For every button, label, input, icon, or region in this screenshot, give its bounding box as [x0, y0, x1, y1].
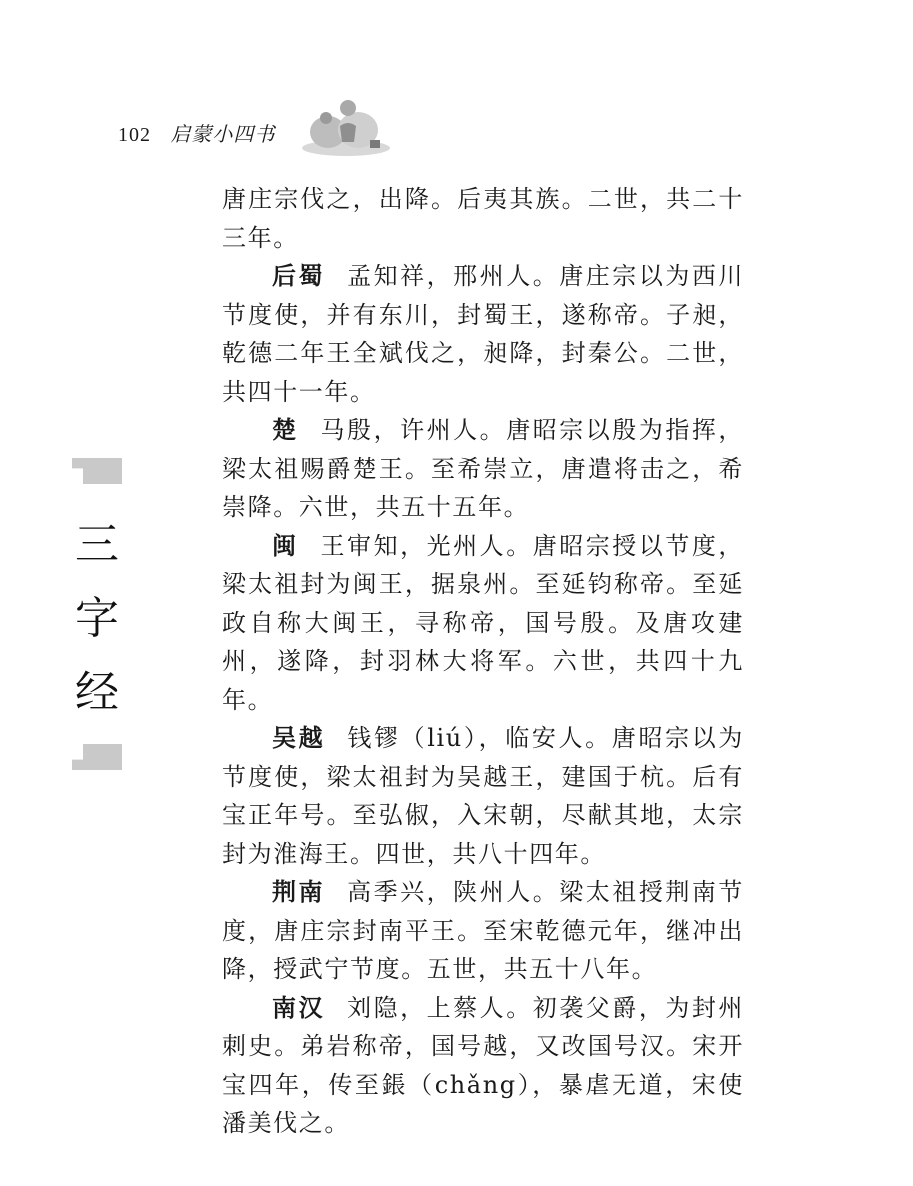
entry-text: 孟知祥，邢州人。唐庄宗以为西川节度使，并有东川，封蜀王，遂称帝。子昶，乾德二年王全斌伐之，昶降，封秦公。二世，共四十一年。: [222, 262, 745, 406]
entry-text: 高季兴，陕州人。梁太祖授荆南节度，唐庄宗封南平王。至宋乾德元年，继冲出降，授武宁节度。五世，共五十八年。: [222, 878, 745, 983]
chapter-title: [72, 508, 122, 730]
entry-term: 吴越: [272, 724, 326, 752]
entry-term: 荆南: [272, 878, 326, 906]
entry-paragraph: [222, 719, 744, 873]
entry-term: 后蜀: [272, 262, 326, 290]
body-text: [222, 180, 744, 1143]
page-number: 102: [118, 124, 151, 146]
chapter-title-char: 经: [75, 667, 119, 718]
entry-term: 南汉: [272, 993, 326, 1022]
entry-paragraph: [222, 873, 744, 989]
entry-text: 王审知，光州人。唐昭宗授以节度，梁太祖封为闽王，据泉州。至延钧称帝。至延政自称大闽王，寻称帝，国号殷。及唐攻建州，遂降，封羽林大将军。六世，共四十九年。: [222, 531, 744, 714]
entry-paragraph: [222, 411, 744, 527]
entry-paragraph: [222, 989, 744, 1143]
entry-text: 马殷，许州人。唐昭宗以殷为指挥，梁太祖赐爵楚王。至希崇立，唐遣将击之，希崇降。六世，共五十五年。: [222, 416, 744, 521]
entry-paragraph: [222, 257, 744, 411]
tab-top-bracket: [72, 458, 122, 484]
tab-bottom-bracket: [72, 744, 122, 770]
chapter-side-tab: [72, 458, 124, 770]
intro-paragraph: 唐庄宗伐之，出降。后夷其族。二世，共二十三年。: [222, 185, 744, 252]
entry-text: 钱镠（liú），临安人。唐昭宗以为节度使，梁太祖封为吴越王，建国于杭。后有宝正年号。至弘俶，入宋朝，尽献其地，太宗封为淮海王。四世，共八十四年。: [222, 724, 745, 868]
book-title: 启蒙小四书: [170, 122, 276, 146]
entry-term: 闽: [272, 531, 299, 560]
header-illustration: [296, 96, 396, 158]
chapter-title-char: 字: [75, 593, 119, 644]
entry-term: 楚: [272, 416, 299, 444]
entry-paragraph: [222, 527, 744, 720]
entry-text: 刘隐，上蔡人。初袭父爵，为封州刺史。弟岩称帝，国号越，又改国号汉。宋开宝四年，传至鋹（chǎng），暴虐无道，宋使潘美伐之。: [222, 993, 745, 1137]
chapter-title-char: 三: [75, 519, 119, 570]
page-header: [118, 118, 275, 147]
